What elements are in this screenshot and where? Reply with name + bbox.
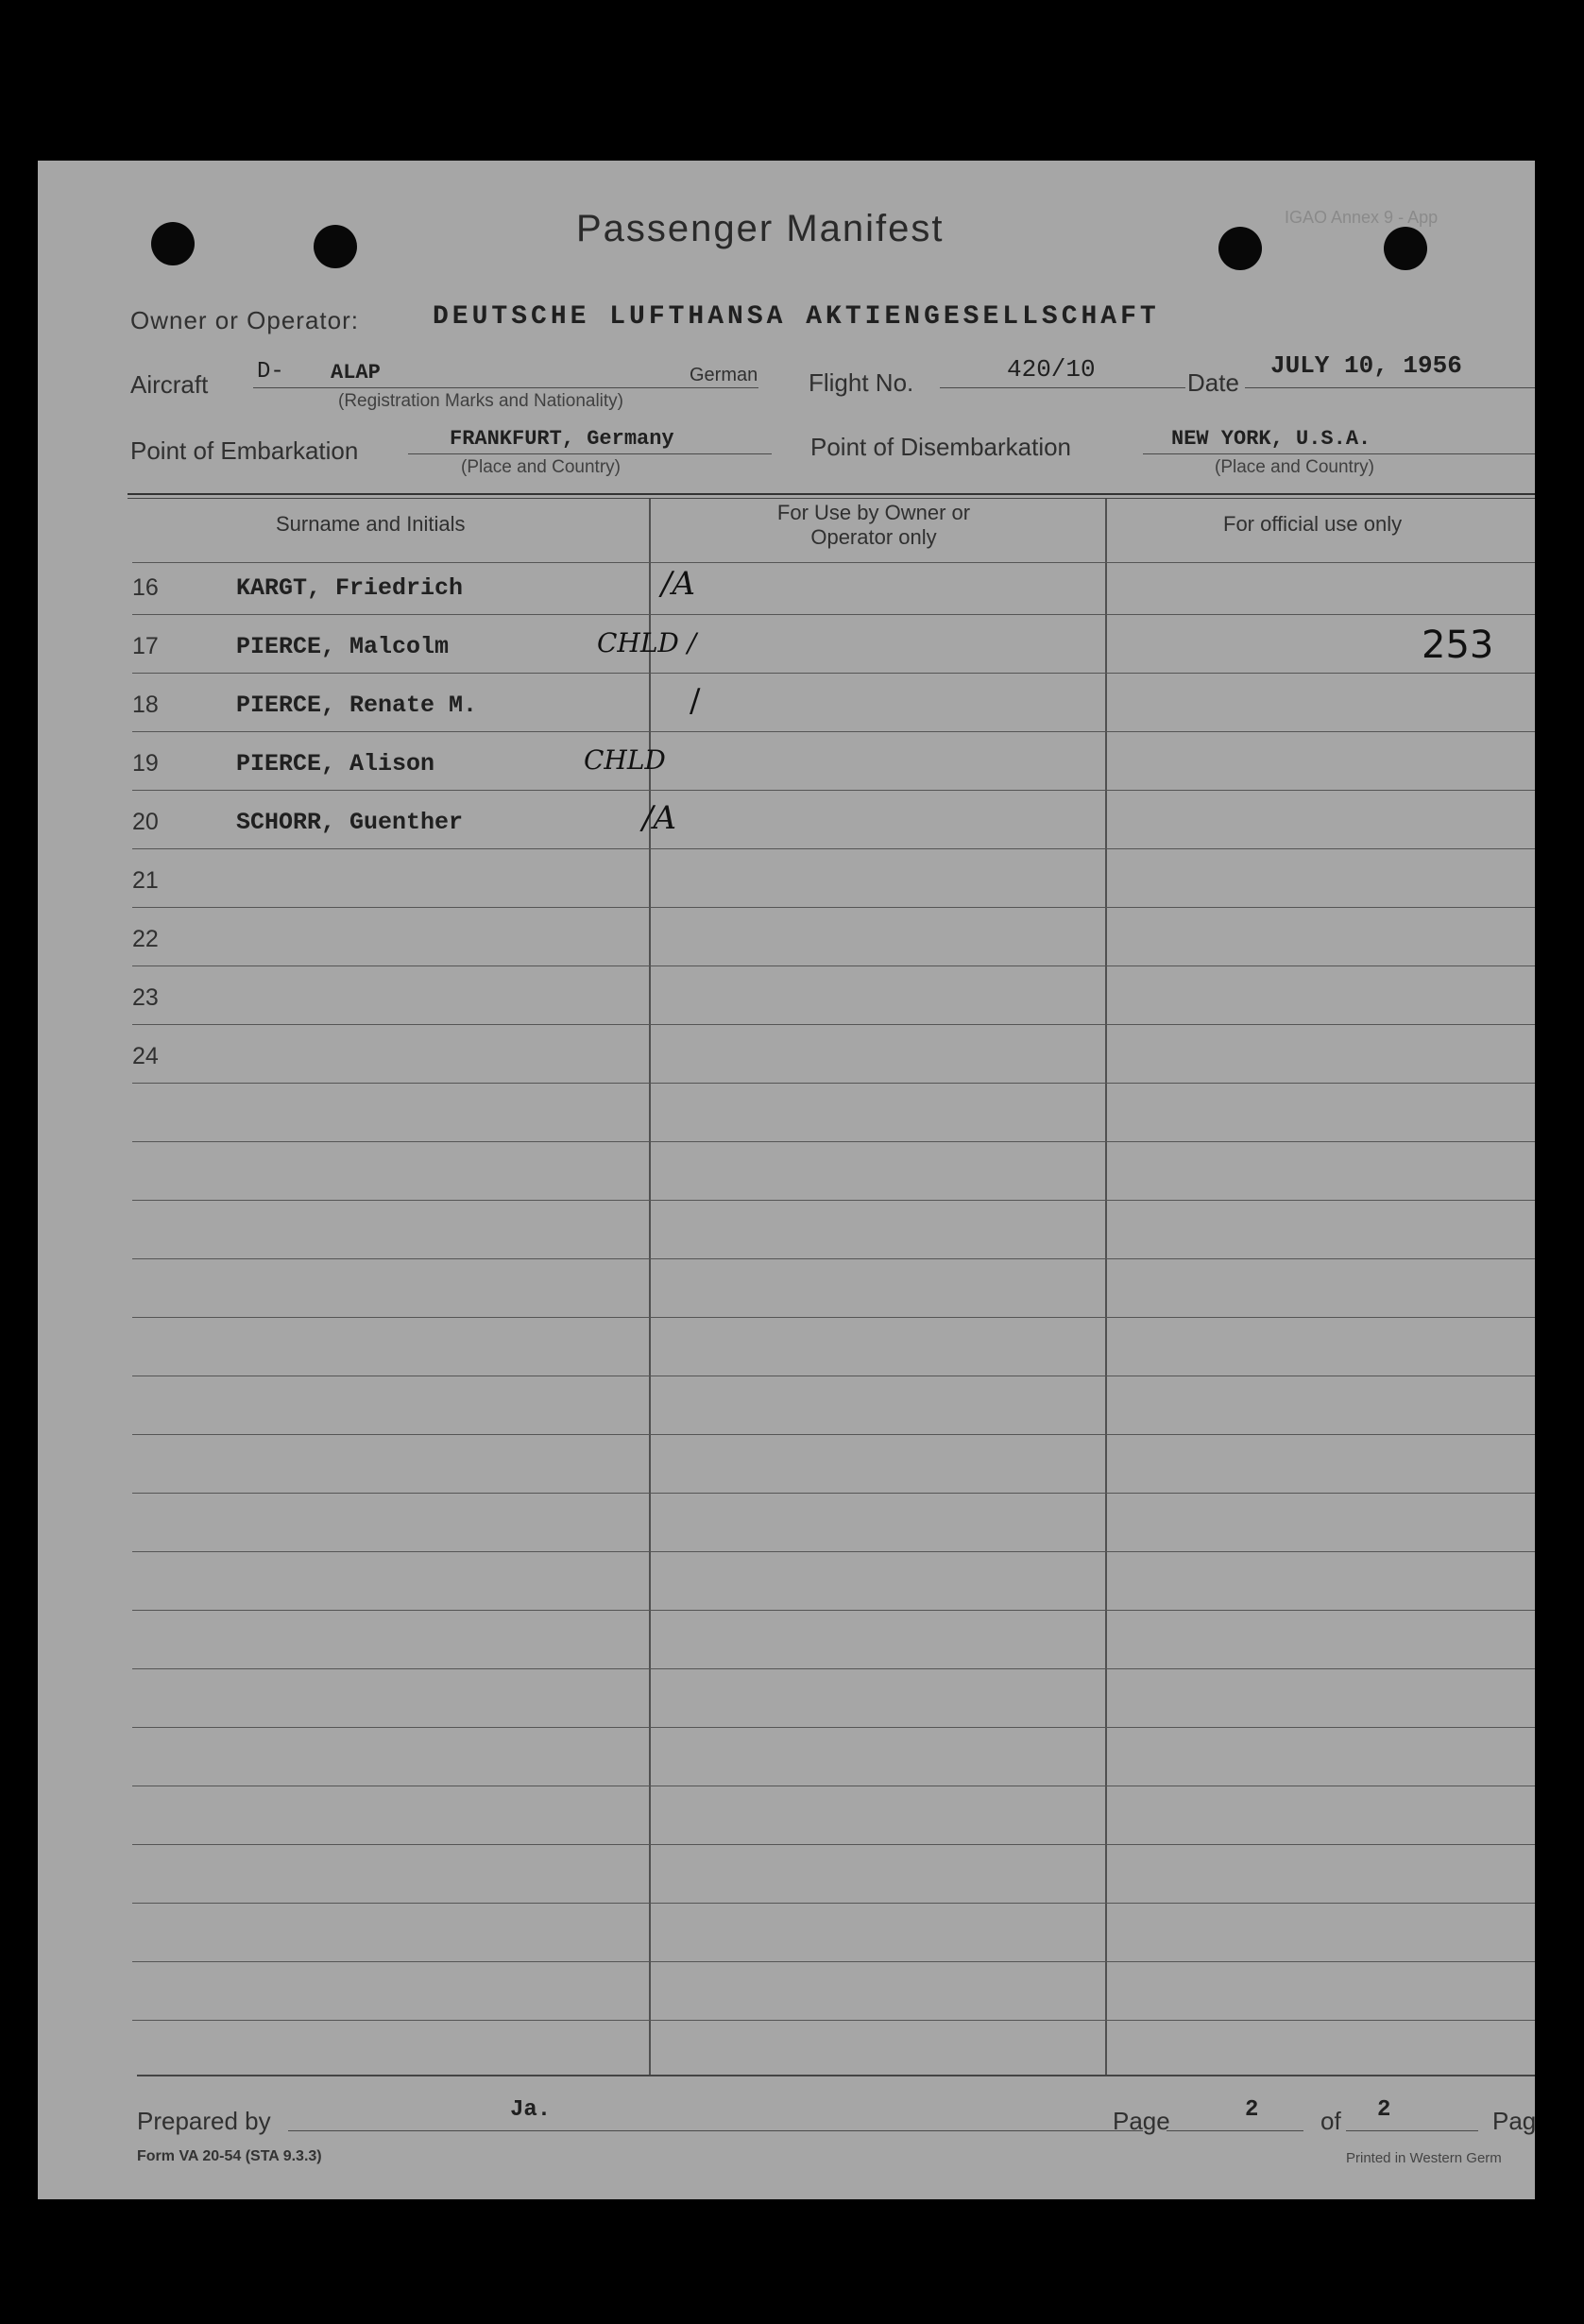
printed-in-text: Printed in Western Germ bbox=[1346, 2150, 1502, 2166]
total-pages: 2 bbox=[1377, 2097, 1391, 2123]
date-label: Date bbox=[1187, 368, 1239, 397]
passenger-name: PIERCE, Renate M. bbox=[236, 692, 478, 719]
ruled-line bbox=[132, 614, 1535, 615]
aircraft-nationality: German bbox=[690, 365, 758, 385]
punch-hole bbox=[314, 225, 357, 268]
page-label-right: Pag bbox=[1492, 2107, 1537, 2135]
table-top-rule bbox=[128, 493, 1535, 495]
row-number: 18 bbox=[132, 692, 159, 718]
ruled-line bbox=[132, 907, 1535, 908]
row-number: 16 bbox=[132, 574, 159, 601]
column-divider-1 bbox=[649, 499, 651, 2075]
passenger-name: KARGT, Friedrich bbox=[236, 574, 464, 602]
owner-value: DEUTSCHE LUFTHANSA AKTIENGESELLSCHAFT bbox=[433, 302, 1160, 332]
disembarkation-label: Point of Disembarkation bbox=[810, 433, 1072, 461]
row-number: 20 bbox=[132, 809, 159, 835]
manifest-sheet bbox=[38, 161, 1535, 2199]
form-code: Form VA 20-54 (STA 9.3.3) bbox=[137, 2148, 322, 2164]
flight-underline bbox=[940, 387, 1185, 388]
passenger-name: PIERCE, Malcolm bbox=[236, 633, 450, 660]
punch-hole bbox=[1384, 227, 1427, 270]
passenger-name: SCHORR, Guenther bbox=[236, 809, 464, 836]
column-divider-2 bbox=[1105, 499, 1107, 2075]
ruled-line bbox=[132, 1610, 1535, 1611]
row-number: 22 bbox=[132, 926, 159, 952]
ruled-line bbox=[132, 1317, 1535, 1318]
passenger-name: PIERCE, Alison bbox=[236, 750, 435, 778]
page-label: Page bbox=[1113, 2107, 1170, 2135]
ruled-line bbox=[132, 790, 1535, 791]
corner-annex-text: IGAO Annex 9 - App bbox=[1285, 208, 1439, 227]
flight-value: 420/10 bbox=[1007, 355, 1096, 384]
column-header-surname: Surname and Initials bbox=[276, 512, 466, 536]
ruled-line bbox=[132, 1200, 1535, 1201]
of-underline bbox=[1346, 2130, 1478, 2131]
embarkation-label: Point of Embarkation bbox=[130, 436, 359, 465]
ruled-line bbox=[132, 1024, 1535, 1025]
row-number: 19 bbox=[132, 750, 159, 777]
table-top-rule-2 bbox=[128, 498, 1535, 499]
owner-label: Owner or Operator: bbox=[130, 306, 359, 334]
embarkation-value: FRANKFURT, Germany bbox=[450, 427, 674, 451]
disembarkation-caption: (Place and Country) bbox=[1215, 457, 1374, 477]
aircraft-caption: (Registration Marks and Nationality) bbox=[338, 391, 624, 411]
prepared-by-value: Ja. bbox=[510, 2097, 552, 2123]
column-header-owner-use: For Use by Owner or Operator only bbox=[776, 501, 971, 549]
aircraft-prefix: D- bbox=[257, 359, 284, 384]
row-number: 21 bbox=[132, 867, 159, 894]
date-value: JULY 10, 1956 bbox=[1270, 351, 1462, 380]
prepared-underline bbox=[288, 2130, 1143, 2131]
flight-label: Flight No. bbox=[809, 368, 914, 397]
embarkation-caption: (Place and Country) bbox=[461, 457, 621, 477]
aircraft-label: Aircraft bbox=[130, 370, 209, 399]
column-header-official-use: For official use only bbox=[1223, 512, 1403, 536]
date-underline bbox=[1245, 387, 1535, 388]
handwritten-mark: CHLD bbox=[584, 744, 666, 776]
ruled-line bbox=[132, 1844, 1535, 1845]
footer-rule bbox=[137, 2075, 1535, 2076]
embarkation-underline bbox=[408, 453, 772, 454]
ruled-line bbox=[132, 965, 1535, 966]
handwritten-mark: /A bbox=[642, 799, 677, 837]
aircraft-underline bbox=[253, 387, 758, 388]
ruled-line bbox=[132, 1258, 1535, 1259]
row-number: 17 bbox=[132, 633, 159, 659]
row-number: 24 bbox=[132, 1043, 159, 1069]
ruled-line bbox=[132, 562, 1535, 563]
handwritten-mark: / bbox=[690, 682, 701, 720]
disembarkation-underline bbox=[1143, 453, 1535, 454]
ruled-line bbox=[132, 1493, 1535, 1494]
ruled-line bbox=[132, 2020, 1535, 2021]
ruled-line bbox=[132, 1083, 1535, 1084]
ruled-line bbox=[132, 848, 1535, 849]
handwritten-mark: CHLD / bbox=[597, 627, 697, 658]
ruled-line bbox=[132, 673, 1535, 674]
punch-hole bbox=[1218, 227, 1262, 270]
ruled-line bbox=[132, 1551, 1535, 1552]
aircraft-registration: ALAP bbox=[331, 361, 381, 384]
row-number: 23 bbox=[132, 984, 159, 1011]
ruled-line bbox=[132, 1668, 1535, 1669]
official-number: 253 bbox=[1422, 624, 1494, 667]
ruled-line bbox=[132, 1727, 1535, 1728]
ruled-line bbox=[132, 1903, 1535, 1904]
punch-hole bbox=[151, 222, 195, 265]
page-number: 2 bbox=[1245, 2097, 1259, 2123]
of-label: of bbox=[1320, 2107, 1341, 2135]
prepared-by-label: Prepared by bbox=[137, 2107, 271, 2135]
disembarkation-value: NEW YORK, U.S.A. bbox=[1171, 427, 1371, 451]
ruled-line bbox=[132, 1434, 1535, 1435]
page-title: Passenger Manifest bbox=[576, 208, 945, 249]
ruled-line bbox=[132, 1141, 1535, 1142]
page-underline bbox=[1167, 2130, 1303, 2131]
ruled-line bbox=[132, 731, 1535, 732]
ruled-line bbox=[132, 1961, 1535, 1962]
handwritten-mark: /A bbox=[661, 565, 696, 603]
